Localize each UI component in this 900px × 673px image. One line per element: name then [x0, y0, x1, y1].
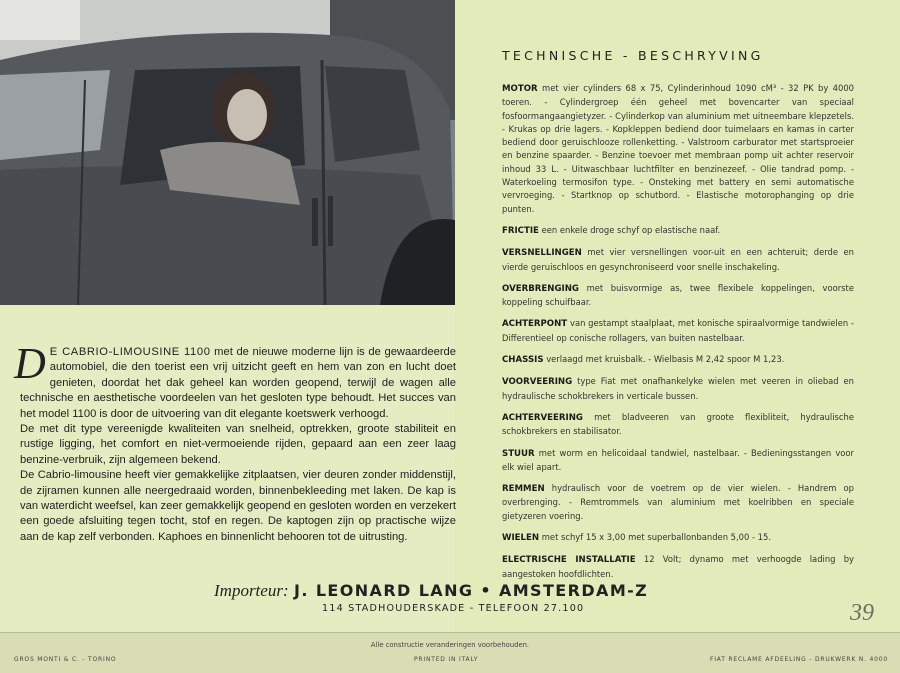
spec-item — [502, 317, 854, 345]
page-number: 39 — [850, 600, 874, 626]
spec-item — [502, 482, 854, 523]
footer-note: Alle constructie veranderingen voorbehouden. — [370, 641, 530, 649]
spec-item — [502, 447, 854, 475]
spec-item — [502, 224, 854, 238]
spec-item — [502, 82, 854, 216]
intro-text — [14, 339, 457, 545]
car-photo — [0, 0, 455, 305]
spec-text: met worm en helicoidaal tandwiel, nastelbaar. - Bedieningsstangen voor elk wiel apart. — [502, 447, 854, 472]
spec-item — [502, 353, 854, 367]
spec-label: ACHTERVEERING — [502, 412, 583, 423]
spec-item — [502, 282, 854, 310]
drop-cap: D — [14, 339, 46, 388]
spec-text: met vier versnellingen voor-uit en een achteruit; derde en vierde geruischloos en gesynchroniseerd voor snelle inschakeling. — [502, 247, 854, 272]
spec-label: STUUR — [502, 448, 535, 459]
footer-printed-in: PRINTED IN ITALY — [414, 656, 479, 663]
spec-label: CHASSIS — [502, 355, 544, 366]
spec-text: type Fiat met onafhankelyke wielen met veeren in oliebad en hydraulische schokbrekers in verticale bussen. — [502, 376, 854, 401]
spec-label: VOORVEERING — [502, 377, 573, 388]
footer-band — [0, 632, 900, 673]
spec-item — [502, 531, 854, 545]
spec-text: 12 Volt; dynamo met verhoogde lading by aangestoken hoofdlichten. — [502, 554, 854, 579]
spec-label: OVERBRENGING — [502, 283, 579, 294]
spec-label: REMMEN — [502, 484, 545, 495]
page-title: TECHNISCHE - BESCHRYVING — [502, 48, 764, 63]
spec-label: ACHTERPONT — [502, 319, 568, 330]
intro-para-2: De met dit type vereenigde kwaliteiten van snelheid, optrekken, groote stabiliteit en rustige ligging, het comfort en niet-vermoeiende rijden, gepaard aan een zeer laag benzine-verbruik, zijn algemeen bekend. — [20, 423, 456, 466]
spec-item — [502, 553, 854, 581]
spec-text: met bladveeren van groote flexibliteit, hydraulische schokbrekers en stabilisator. — [502, 411, 854, 437]
model-name: E CABRIO-LIMOUSINE 1100 — [49, 346, 211, 358]
footer-publisher: FIAT RECLAME AFDEELING - DRUKWERK N. 4000 — [709, 656, 888, 663]
spec-text: hydraulisch voor de voetrem op de vier wielen. - Handrem op overbrenging. - Remtrommels van aluminium met koelribben en speciale gietyzeren voering. — [502, 483, 854, 521]
spec-text: met buisvormige as, twee flexibele koppelingen, voorste koppeling schuifbaar. — [502, 282, 854, 308]
importer-label: Importeur: — [214, 581, 289, 600]
intro-para-3: De Cabrio-limousine heeft vier gemakkelijke zitplaatsen, vier deuren zonder middenstijl, de zijramen kunnen alle neergedraaid worden, binnenbekleeding met laken. De kap is van waterdicht weefsel, kan zeer gemakkelijk geopend en gesloten worden en verzekert een goede afsluiting tegen tocht, stof en regen. De kaptogen zijn op practische wijze aan de kap zelf verbonden. Kaphoes en binnenlicht behooren tot de uitrusting. — [20, 469, 456, 543]
spec-label: FRICTIE — [502, 225, 539, 236]
intro-para-1: met de nieuwe moderne lijn is de gewaardeerde automobiel, die den toerist een vrij uitzicht geeft en hem van zon en lucht doet genieten, doordat het dak geheel kan worden geopend, terwijl de wagen alle technische en aesthetische voordeelen van het gesloten type behoudt. Het succes van het model 1100 is door de uitvoering van dit elegante koetswerk verhoogd. — [20, 346, 457, 420]
spec-text: verlaagd met kruisbalk. - Wielbasis M 2,42 spoor M 1,23. — [546, 354, 785, 365]
importer-line — [214, 581, 734, 601]
spec-text: van gestampt staalplaat, met konische spiraalvormige tandwielen - Differentieel op conische rollagers, van buiten nastelbaar. — [502, 318, 854, 343]
spec-item — [502, 246, 854, 274]
spec-label: MOTOR — [502, 84, 538, 94]
importer-name: J. LEONARD LANG • AMSTERDAM-Z — [294, 581, 649, 600]
importer-address: 114 STADHOUDERSKADE - TELEFOON 27.100 — [322, 603, 585, 614]
spec-item — [502, 375, 854, 403]
spec-list — [502, 82, 854, 589]
intro-paragraph — [14, 339, 457, 422]
footer-printer: GROS MONTI & C. - TORINO — [14, 656, 117, 663]
spec-label: WIELEN — [502, 533, 540, 544]
spec-label: ELECTRISCHE INSTALLATIE — [502, 555, 636, 566]
spec-text: met vier cylinders 68 x 75, Cylinderinhoud 1090 cM³ - 32 PK by 4000 toeren. - Cylindergroep één geheel met bovencarter van speciaal fosfoormangaangietyzer. - Cylinderkop van aluminium met uitneembare klepzetels. - Krukas op drie lagers. - Kopkleppen bediend door tuimelaars en kamas in carter bediend door geruischlooze rollenketting. - Valstroom carburator met startsproeier en benzine spaarder. - Benzine toevoer met membraan pomp uit achter reservoir inhoud 33 L. - Uitwaschbaar luchtfilter en benzinezeef. - Olie tandrad pomp. - Waterkoeling termosifon type. - Onsteking met battery en semi automatische vervroeging. - Startknop op schutbord. - Elastische motorophanging op drie punten. — [502, 83, 854, 214]
spec-label: VERSNELLINGEN — [502, 248, 582, 259]
spec-text: met schyf 15 x 3,00 met superballonbanden 5,00 - 15. — [541, 532, 771, 543]
spec-text: een enkele droge schyf op elastische naaf. — [541, 224, 721, 235]
spec-item — [502, 411, 854, 439]
